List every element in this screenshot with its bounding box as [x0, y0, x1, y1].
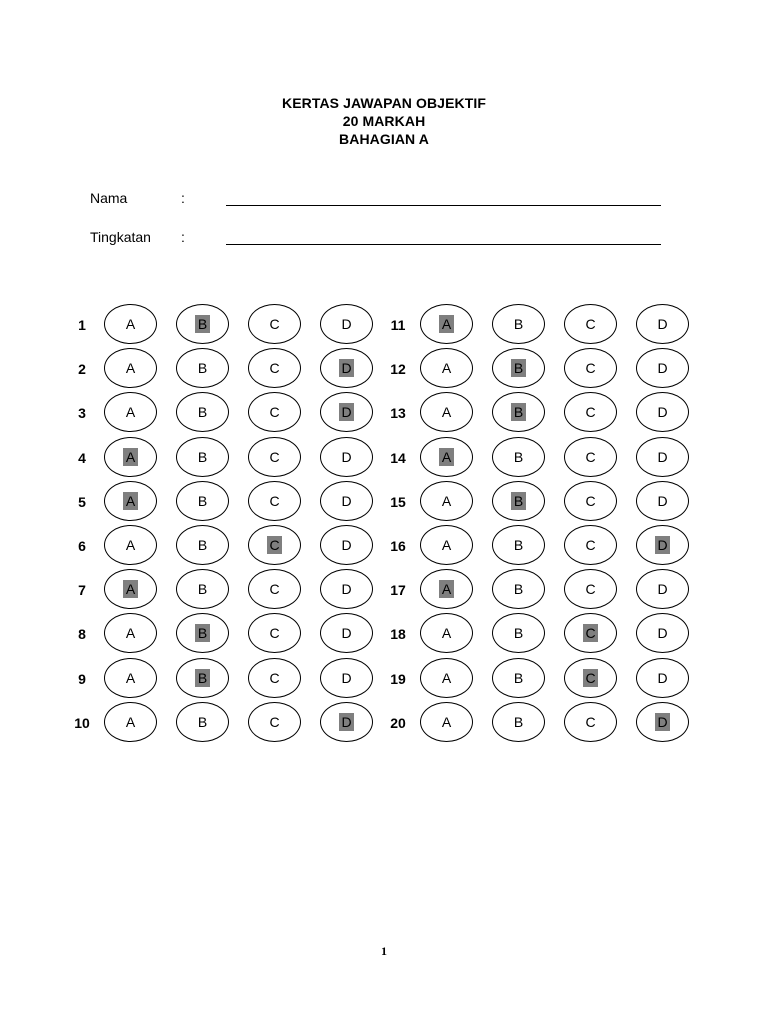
answer-bubble-b[interactable] [492, 348, 545, 388]
answer-sheet-header [0, 94, 768, 148]
answer-bubble-c[interactable] [248, 702, 301, 742]
answer-bubble-d[interactable] [636, 437, 689, 477]
question-number: 7 [78, 582, 86, 599]
option-letter: C [585, 448, 596, 465]
answer-bubble-a[interactable] [420, 392, 473, 432]
answer-bubble-b[interactable] [492, 481, 545, 521]
question-number: 19 [390, 670, 406, 687]
option-letter: B [197, 537, 208, 553]
name-label: Nama [90, 190, 128, 206]
option-letter: D [341, 669, 352, 686]
answer-bubble-c[interactable] [248, 525, 301, 565]
answer-bubble-c[interactable] [564, 481, 617, 521]
question-number: 13 [390, 405, 406, 422]
question-row [70, 613, 410, 657]
question-row [386, 658, 726, 702]
question-row [70, 481, 410, 525]
option-letter: D [657, 669, 668, 686]
option-letter: C [269, 581, 280, 598]
answer-bubble-a[interactable] [104, 348, 157, 388]
option-letter: C [585, 492, 596, 509]
option-letter: A [439, 580, 454, 598]
question-row [386, 481, 726, 525]
question-number: 1 [78, 317, 86, 333]
question-row [386, 392, 726, 436]
sheet-marks: 20 MARKAH [342, 113, 426, 129]
option-letter: D [657, 492, 668, 509]
answer-bubble-d[interactable] [320, 348, 373, 388]
answer-bubble-b[interactable] [176, 569, 229, 609]
answer-bubble-d[interactable] [320, 658, 373, 698]
option-letter: A [441, 625, 452, 642]
option-letter: B [513, 625, 524, 642]
question-row [70, 437, 410, 481]
option-letter: B [513, 713, 524, 730]
answer-bubble-c[interactable] [248, 304, 301, 344]
option-letter: B [513, 316, 524, 332]
question-number: 11 [390, 317, 406, 333]
answer-bubble-d[interactable] [636, 525, 689, 565]
question-row [70, 658, 410, 702]
question-number: 6 [78, 538, 86, 554]
answer-bubble-c[interactable] [248, 437, 301, 477]
question-number: 4 [78, 449, 86, 466]
name-colon: : [181, 190, 185, 206]
answer-bubble-a[interactable] [420, 304, 473, 344]
question-row [70, 392, 410, 436]
answer-bubble-c[interactable] [248, 569, 301, 609]
option-letter: A [125, 713, 136, 730]
option-letter: D [341, 537, 352, 553]
option-letter: B [513, 537, 524, 553]
option-letter: B [197, 492, 208, 509]
option-letter: B [197, 448, 208, 465]
class-field[interactable] [90, 229, 670, 249]
option-letter: D [657, 625, 668, 642]
question-number: 18 [390, 626, 406, 643]
question-row [386, 348, 726, 392]
option-letter: A [441, 537, 452, 553]
option-letter: D [657, 448, 668, 465]
question-number: 5 [78, 493, 86, 510]
option-letter: C [269, 625, 280, 642]
answer-bubble-d[interactable] [320, 304, 373, 344]
option-letter: D [657, 316, 668, 332]
option-letter: B [197, 713, 208, 730]
answer-bubble-c[interactable] [248, 348, 301, 388]
option-letter: D [341, 316, 352, 332]
option-letter: C [269, 404, 280, 421]
answer-bubble-a[interactable] [420, 525, 473, 565]
question-row [386, 437, 726, 481]
answer-bubble-c[interactable] [564, 392, 617, 432]
option-letter: A [125, 537, 136, 553]
answer-bubble-a[interactable] [420, 569, 473, 609]
answer-bubble-d[interactable] [636, 481, 689, 521]
answer-bubble-d[interactable] [636, 348, 689, 388]
option-letter: C [269, 316, 280, 332]
answer-bubble-a[interactable] [104, 392, 157, 432]
option-letter: A [439, 448, 454, 466]
option-letter: B [511, 359, 526, 377]
option-letter: B [197, 360, 208, 377]
answer-bubble-a[interactable] [104, 613, 157, 653]
question-row [70, 702, 410, 746]
answer-bubble-d[interactable] [636, 392, 689, 432]
sheet-title: KERTAS JAWAPAN OBJEKTIF [281, 95, 487, 111]
option-letter: C [267, 536, 282, 554]
answer-bubble-a[interactable] [104, 702, 157, 742]
answer-bubble-b[interactable] [176, 702, 229, 742]
option-letter: C [585, 316, 596, 332]
option-letter: A [441, 669, 452, 686]
answer-bubble-b[interactable] [492, 392, 545, 432]
option-letter: B [195, 669, 210, 687]
option-letter: A [125, 360, 136, 377]
answer-bubble-b[interactable] [492, 304, 545, 344]
option-letter: C [269, 360, 280, 377]
answer-bubble-a[interactable] [420, 437, 473, 477]
question-row [70, 569, 410, 613]
option-letter: C [269, 713, 280, 730]
question-number: 20 [390, 714, 406, 731]
sheet-section: BAHAGIAN A [339, 131, 429, 147]
option-letter: A [441, 360, 452, 377]
answer-bubble-b[interactable] [176, 348, 229, 388]
answer-bubble-d[interactable] [636, 569, 689, 609]
question-row [386, 525, 726, 569]
question-row [70, 348, 410, 392]
option-letter: A [125, 316, 136, 332]
option-letter: A [125, 669, 136, 686]
option-letter: B [197, 581, 208, 598]
option-letter: B [195, 315, 210, 333]
answer-bubble-c[interactable] [564, 525, 617, 565]
answer-bubble-a[interactable] [420, 702, 473, 742]
question-row [386, 702, 726, 746]
answer-bubble-d[interactable] [320, 569, 373, 609]
answer-bubble-c[interactable] [564, 658, 617, 698]
option-letter: C [269, 448, 280, 465]
answer-bubble-a[interactable] [104, 569, 157, 609]
option-letter: C [583, 624, 598, 642]
answer-bubble-d[interactable] [320, 613, 373, 653]
option-letter: B [513, 448, 524, 465]
answer-bubble-d[interactable] [320, 525, 373, 565]
question-number: 8 [78, 626, 86, 643]
answer-bubble-b[interactable] [176, 481, 229, 521]
option-letter: C [585, 537, 596, 553]
question-number: 17 [390, 582, 406, 599]
question-number: 15 [390, 493, 406, 510]
option-letter: A [125, 625, 136, 642]
answer-bubble-d[interactable] [320, 481, 373, 521]
answer-bubble-a[interactable] [420, 613, 473, 653]
question-row [386, 569, 726, 613]
option-letter: D [655, 536, 670, 554]
option-letter: B [511, 403, 526, 421]
answer-bubble-c[interactable] [248, 613, 301, 653]
answer-bubble-c[interactable] [564, 613, 617, 653]
class-blank-line[interactable] [226, 229, 661, 245]
answer-bubble-d[interactable] [320, 392, 373, 432]
answer-bubble-a[interactable] [420, 658, 473, 698]
answer-bubble-d[interactable] [636, 658, 689, 698]
answer-bubble-b[interactable] [492, 437, 545, 477]
option-letter: D [341, 625, 352, 642]
answer-bubble-c[interactable] [564, 702, 617, 742]
question-number: 9 [78, 670, 86, 687]
answer-bubble-b[interactable] [492, 569, 545, 609]
question-row [386, 613, 726, 657]
option-letter: C [269, 492, 280, 509]
option-letter: A [125, 404, 136, 421]
answer-bubble-b[interactable] [176, 392, 229, 432]
answer-bubble-b[interactable] [176, 658, 229, 698]
answer-bubble-b[interactable] [492, 525, 545, 565]
option-letter: D [341, 581, 352, 598]
answer-bubble-a[interactable] [104, 658, 157, 698]
class-label: Tingkatan [90, 229, 151, 245]
option-letter: A [441, 713, 452, 730]
option-letter: B [513, 581, 524, 598]
option-letter: A [439, 315, 454, 333]
option-letter: D [341, 492, 352, 509]
option-letter: D [655, 713, 670, 731]
class-colon: : [181, 229, 185, 245]
name-blank-line[interactable] [226, 190, 661, 206]
question-row [386, 304, 726, 348]
option-letter: A [441, 492, 452, 509]
option-letter: D [339, 359, 354, 377]
answer-bubble-d[interactable] [320, 437, 373, 477]
option-letter: D [341, 448, 352, 465]
option-letter: B [195, 624, 210, 642]
answer-bubble-c[interactable] [564, 569, 617, 609]
option-letter: C [269, 669, 280, 686]
answer-bubble-d[interactable] [636, 613, 689, 653]
answer-bubble-c[interactable] [248, 658, 301, 698]
answer-bubble-a[interactable] [420, 348, 473, 388]
answer-bubble-d[interactable] [636, 304, 689, 344]
option-letter: D [657, 404, 668, 421]
option-letter: C [585, 581, 596, 598]
answer-bubble-b[interactable] [176, 525, 229, 565]
question-number: 10 [74, 714, 90, 731]
option-letter: D [339, 713, 354, 731]
answer-bubble-a[interactable] [420, 481, 473, 521]
option-letter: C [585, 713, 596, 730]
answer-bubble-b[interactable] [492, 702, 545, 742]
question-number: 3 [78, 405, 86, 422]
question-number: 16 [390, 538, 406, 554]
option-letter: A [123, 580, 138, 598]
option-letter: A [123, 492, 138, 510]
option-letter: C [585, 404, 596, 421]
option-letter: D [657, 360, 668, 377]
question-number: 14 [390, 449, 406, 466]
answer-bubble-c[interactable] [564, 348, 617, 388]
option-letter: A [441, 404, 452, 421]
option-letter: B [197, 404, 208, 421]
option-letter: D [339, 403, 354, 421]
answer-bubble-b[interactable] [176, 613, 229, 653]
question-row [70, 304, 410, 348]
answer-bubble-a[interactable] [104, 304, 157, 344]
answer-bubble-b[interactable] [492, 613, 545, 653]
option-letter: C [583, 669, 598, 687]
option-letter: C [585, 360, 596, 377]
page-number: 1 [381, 944, 387, 958]
answer-bubble-d[interactable] [320, 702, 373, 742]
option-letter: D [657, 581, 668, 598]
answer-bubble-a[interactable] [104, 481, 157, 521]
answer-bubble-c[interactable] [564, 304, 617, 344]
question-number: 2 [78, 361, 86, 378]
name-field[interactable] [90, 190, 670, 210]
answer-bubble-a[interactable] [104, 525, 157, 565]
option-letter: A [123, 448, 138, 466]
answer-bubble-c[interactable] [564, 437, 617, 477]
answer-bubble-d[interactable] [636, 702, 689, 742]
option-letter: B [513, 669, 524, 686]
answer-bubble-b[interactable] [176, 304, 229, 344]
answer-bubble-b[interactable] [176, 437, 229, 477]
answer-bubble-c[interactable] [248, 481, 301, 521]
question-number: 12 [390, 361, 406, 378]
answer-bubble-b[interactable] [492, 658, 545, 698]
answer-bubble-a[interactable] [104, 437, 157, 477]
question-row [70, 525, 410, 569]
answer-bubble-c[interactable] [248, 392, 301, 432]
option-letter: B [511, 492, 526, 510]
